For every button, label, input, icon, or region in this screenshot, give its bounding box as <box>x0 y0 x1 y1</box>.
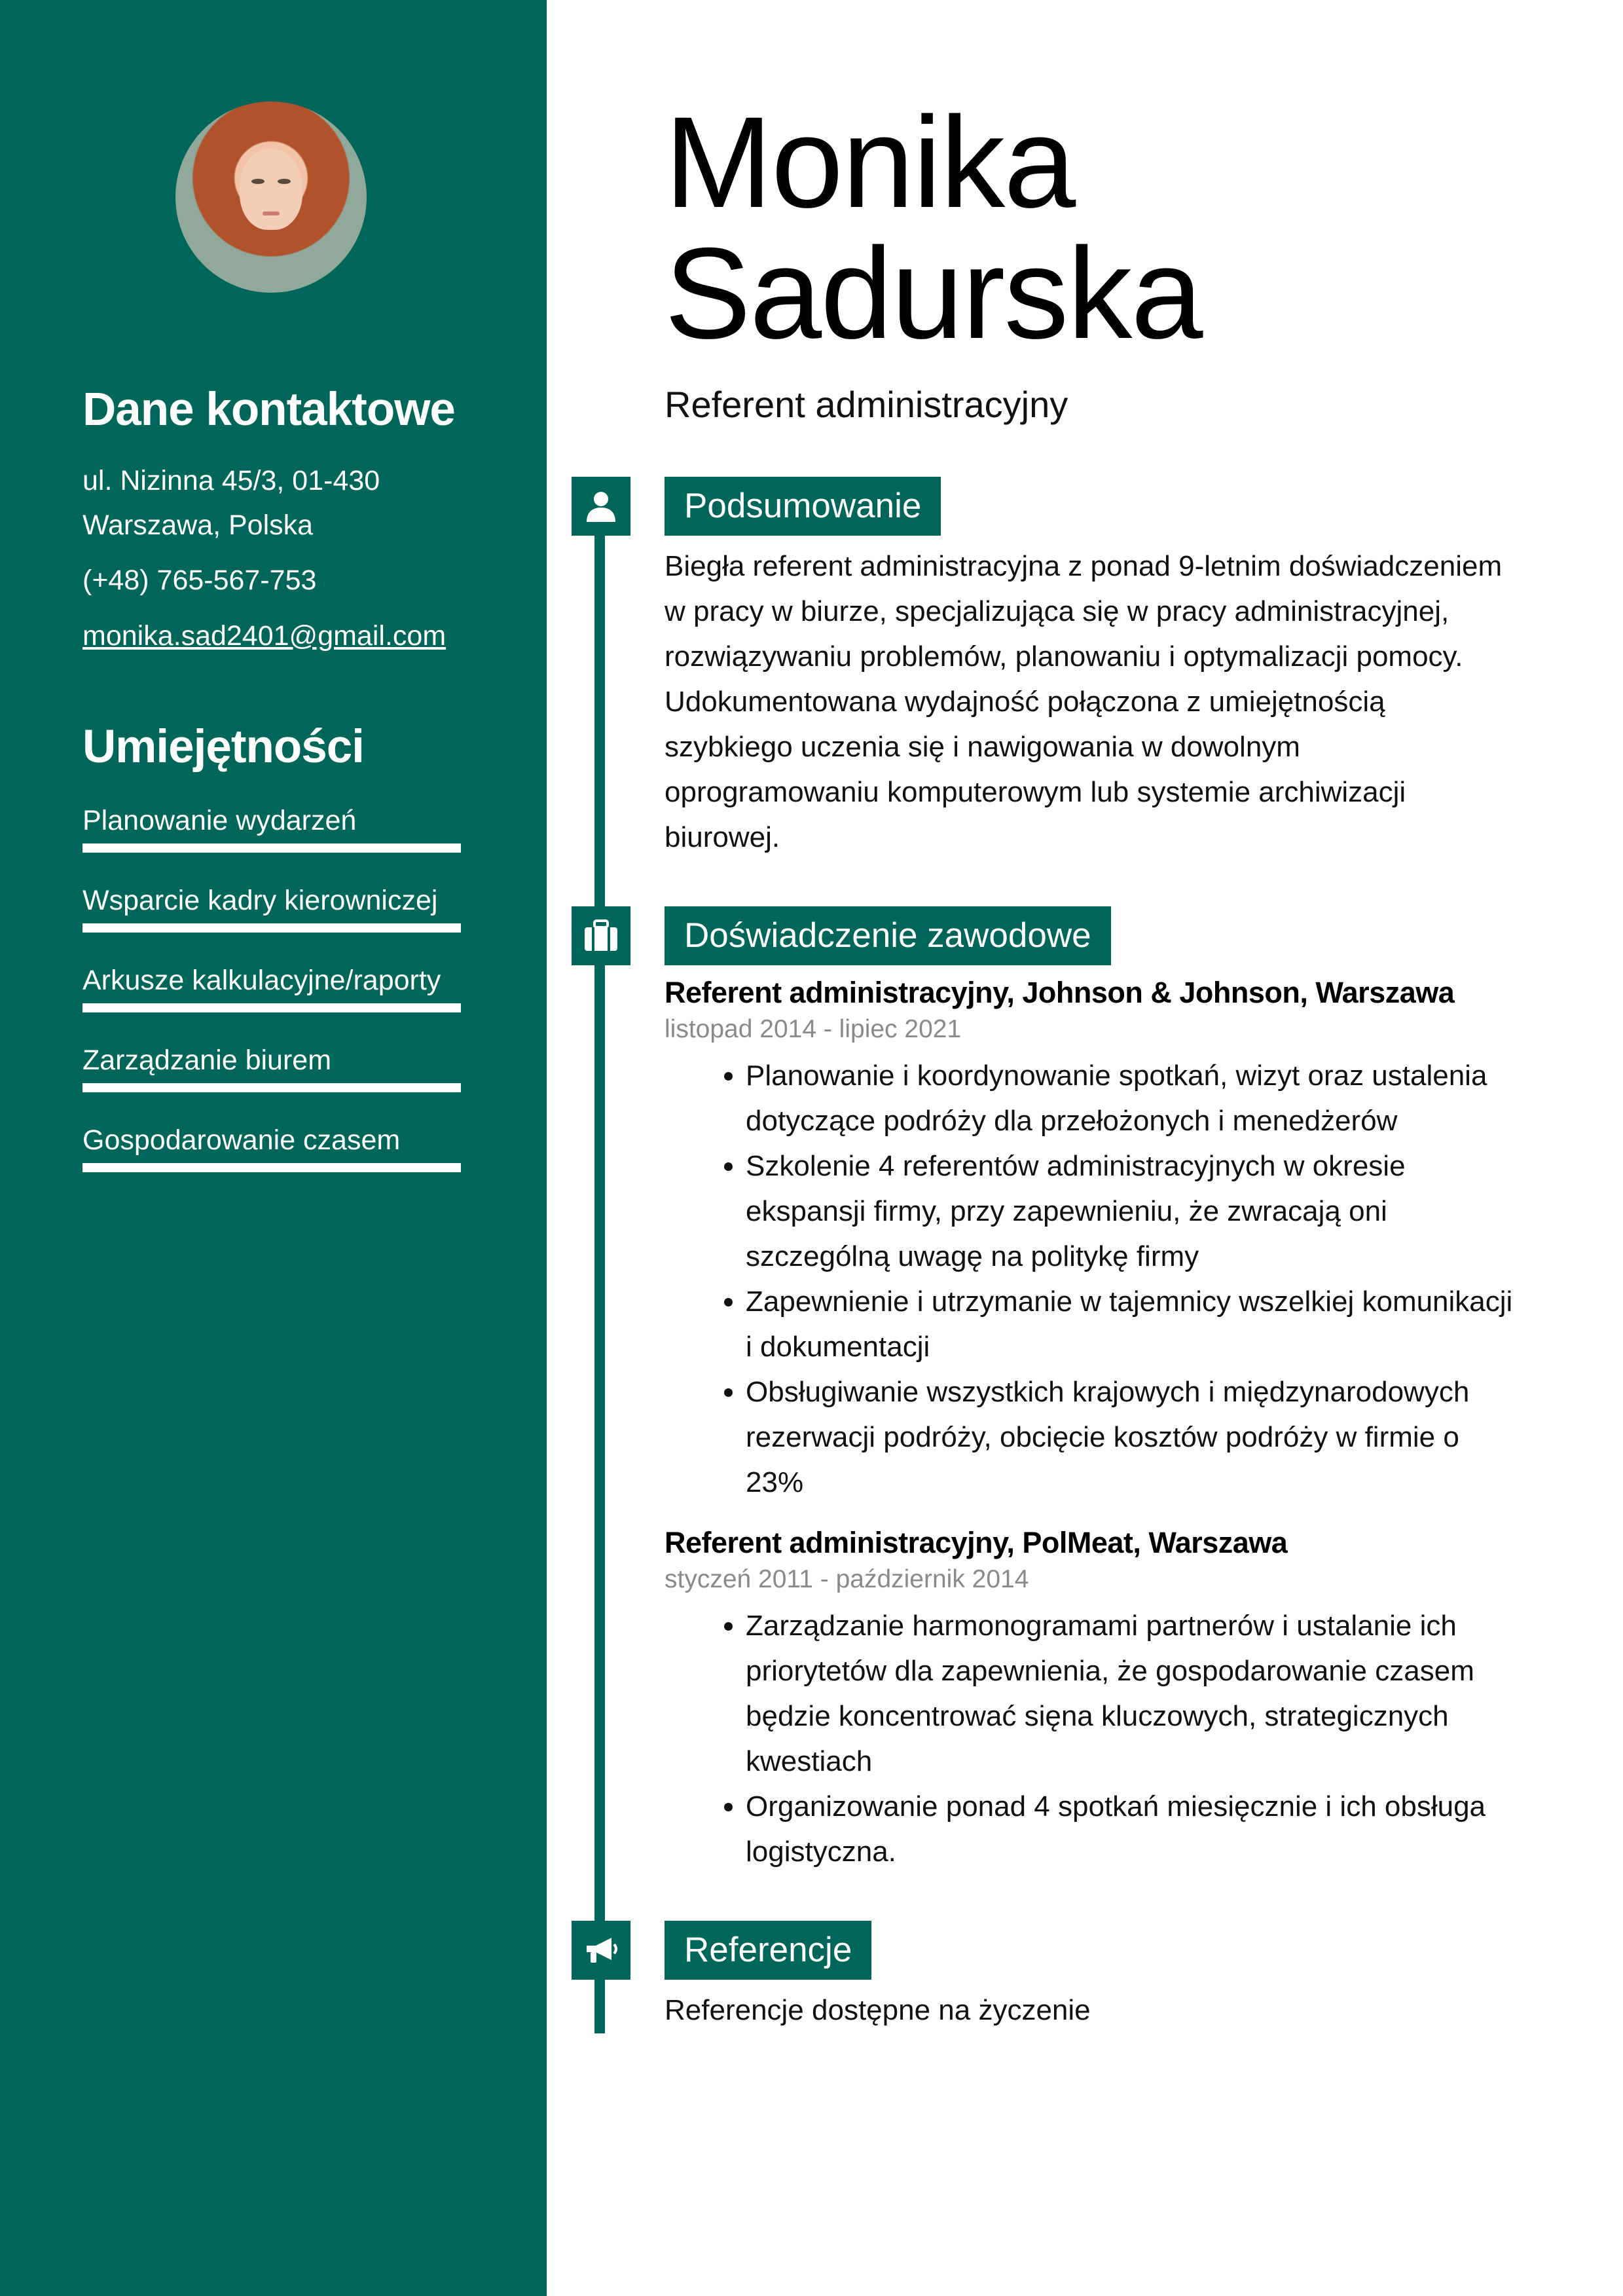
bullet-line: będzie koncentrować sięna kluczowych, strategicznych <box>746 1700 1449 1732</box>
user-icon <box>572 477 630 536</box>
megaphone-icon <box>572 1921 630 1980</box>
summary-line: biurowej. <box>665 821 780 853</box>
bullet-line: Obsługiwanie wszystkich krajowych i międzynarodowych <box>746 1376 1470 1408</box>
eye-right <box>278 179 291 184</box>
summary-line: szybkiego uczenia się i nawigowania w dowolnym <box>665 731 1300 763</box>
contact-heading: Dane kontaktowe <box>82 384 455 435</box>
summary-line: Biegła referent administracyjna z ponad 9-letnim doświadczeniem <box>665 550 1503 582</box>
last-name: Sadurska <box>665 221 1202 365</box>
phone-number: (+48) 765-567-753 <box>82 565 317 596</box>
timeline-line <box>594 504 605 2033</box>
bullet-line: Planowanie i koordynowanie spotkań, wizyt oraz ustalenia <box>746 1060 1487 1092</box>
bullet-line: logistyczna. <box>746 1836 896 1868</box>
summary-line: Udokumentowana wydajność połączona z umiejętnością <box>665 686 1385 718</box>
references-heading: Referencje <box>665 1921 871 1980</box>
briefcase-icon <box>572 906 630 965</box>
skill-item: Gospodarowanie czasem <box>82 1124 461 1172</box>
list-item <box>746 1143 1597 1279</box>
summary-line: oprogramowaniu komputerowym lub systemie archiwizacji <box>665 776 1406 808</box>
list-item <box>746 1369 1597 1505</box>
full-name <box>665 90 1202 365</box>
bullet-line: Szkolenie 4 referentów administracyjnych w okresie <box>746 1150 1406 1182</box>
skill-item: Arkusze kalkulacyjne/raporty <box>82 964 461 1012</box>
bullet-line: i dokumentacji <box>746 1331 930 1363</box>
job-dates-2: styczeń 2011 - październik 2014 <box>665 1565 1029 1593</box>
eye-left <box>251 179 264 184</box>
list-item <box>746 1603 1597 1784</box>
bullet-line: rezerwacji podróży, obcięcie kosztów podróży w firmie o <box>746 1421 1459 1453</box>
skill-item: Planowanie wydarzeń <box>82 804 461 853</box>
sidebar <box>0 0 547 2296</box>
job-bullets-1 <box>665 1053 1597 1505</box>
job-bullets-2 <box>665 1603 1597 1874</box>
skill-item: Zarządzanie biurem <box>82 1044 461 1092</box>
bullet-line: ekspansji firmy, przy zapewnieniu, że zwracają oni <box>746 1195 1387 1227</box>
references-text: Referencje dostępne na życzenie <box>665 1994 1091 2026</box>
bullet-line: Organizowanie ponad 4 spotkań miesięcznie i ich obsługa <box>746 1790 1486 1823</box>
job-title-1: Referent administracyjny, Johnson & Johnson, Warszawa <box>665 976 1455 1009</box>
address-line-2: Warszawa, Polska <box>82 509 314 541</box>
address-line-1: ul. Nizinna 45/3, 01-430 <box>82 465 380 496</box>
list-item <box>746 1053 1597 1143</box>
experience-heading: Doświadczenie zawodowe <box>665 906 1111 965</box>
bullet-line: kwestiach <box>746 1745 873 1777</box>
list-item <box>746 1279 1597 1369</box>
bullet-line: Zapewnienie i utrzymanie w tajemnicy wszelkiej komunikacji <box>746 1286 1513 1318</box>
first-name: Monika <box>665 90 1075 234</box>
bullet-line: Zarządzanie harmonogramami partnerów i ustalanie ich <box>746 1610 1457 1642</box>
summary-line: rozwiązywaniu problemów, planowaniu i optymalizacji pomocy. <box>665 640 1463 673</box>
skill-item: Wsparcie kadry kierowniczej <box>82 884 461 933</box>
mouth <box>263 212 280 215</box>
job-title: Referent administracyjny <box>665 384 1068 425</box>
face-illustration <box>240 149 302 230</box>
email-link[interactable]: monika.sad2401@gmail.com <box>82 620 447 652</box>
summary-line: w pracy w biurze, specjalizująca się w pracy administracyjnej, <box>665 595 1450 627</box>
summary-text <box>665 544 1516 860</box>
list-item <box>746 1784 1597 1874</box>
bullet-line: 23% <box>746 1466 804 1498</box>
bullet-line: priorytetów dla zapewnienia, że gospodarowanie czasem <box>746 1655 1474 1687</box>
skills-heading: Umiejętności <box>82 721 364 773</box>
bullet-line: dotyczące podróży dla przełożonych i menedżerów <box>746 1105 1398 1137</box>
job-dates-1: listopad 2014 - lipiec 2021 <box>665 1015 962 1043</box>
bullet-line: szczególną uwagę na politykę firmy <box>746 1240 1199 1272</box>
profile-photo <box>175 102 367 293</box>
summary-heading: Podsumowanie <box>665 477 941 536</box>
job-title-2: Referent administracyjny, PolMeat, Warszawa <box>665 1526 1288 1559</box>
